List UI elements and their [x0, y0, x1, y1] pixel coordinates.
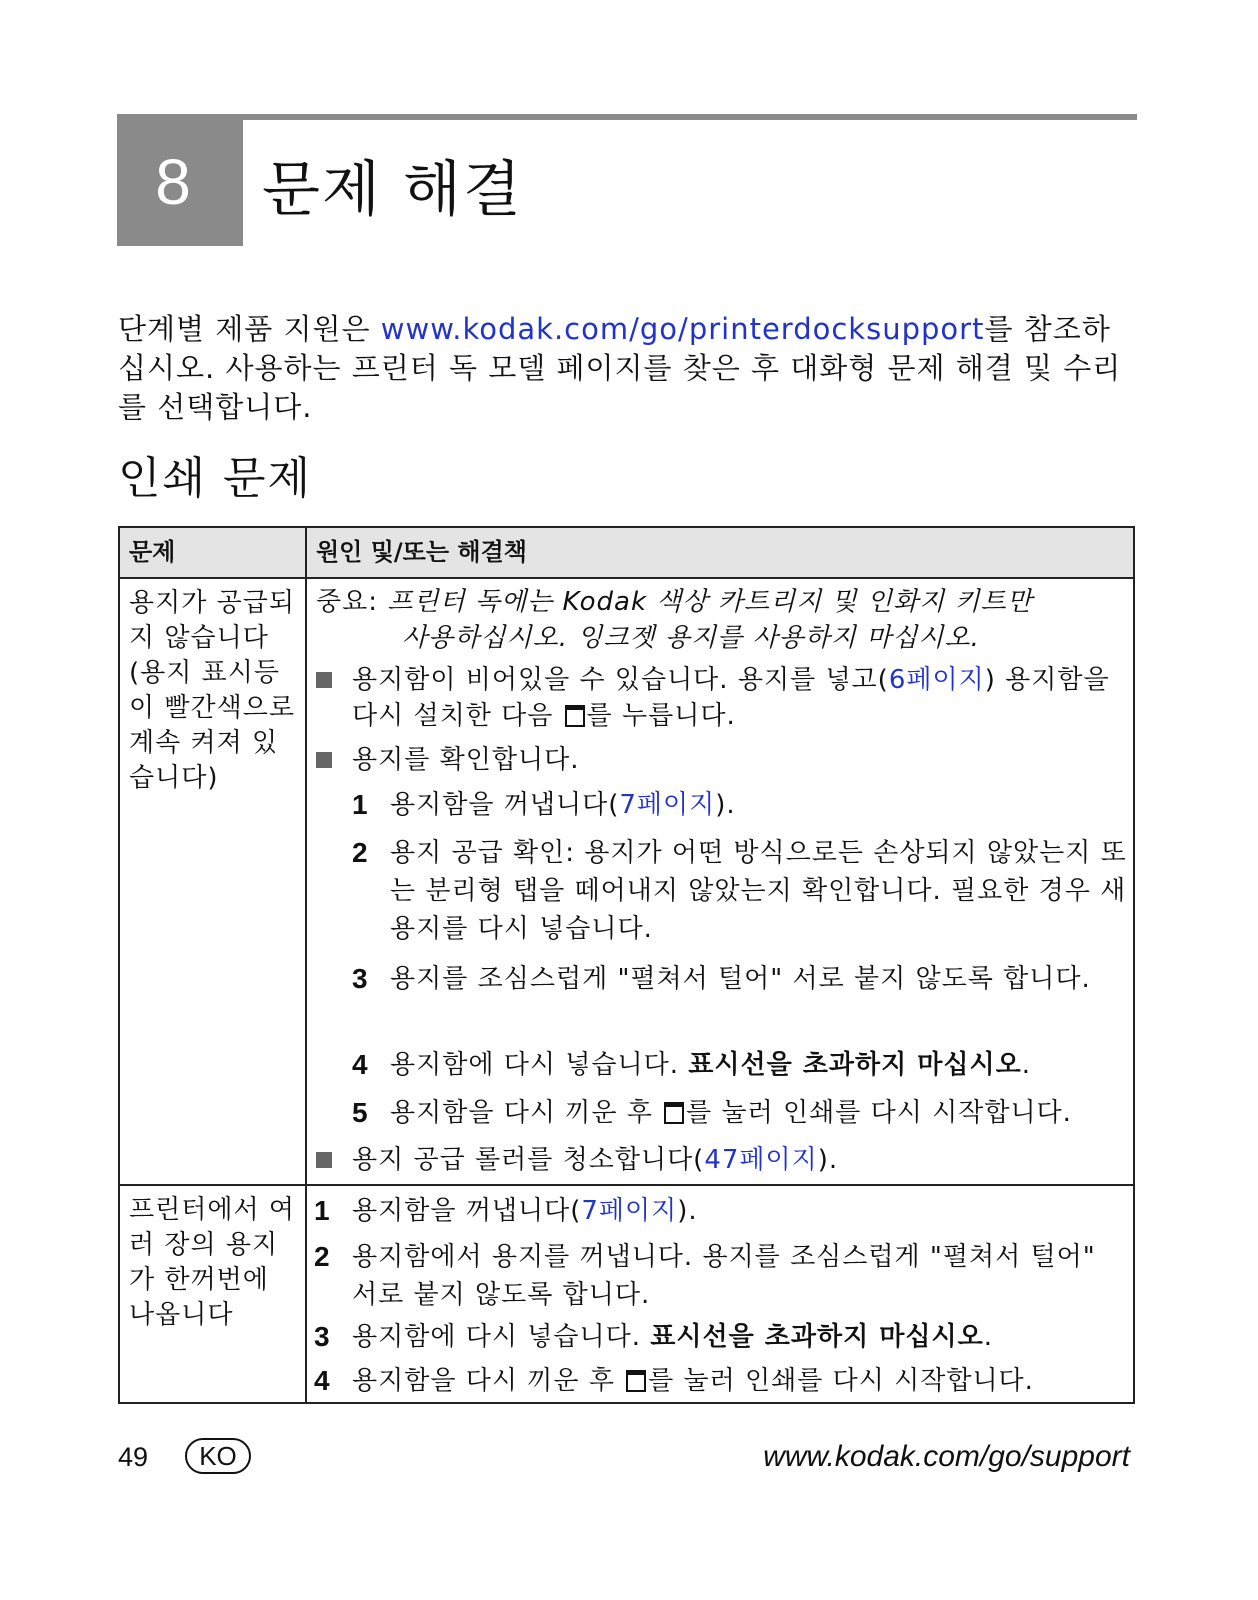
chapter-rule — [243, 114, 1137, 120]
important-text-2: 사용하십시오. 잉크젯 용지를 사용하지 마십시오. — [402, 623, 980, 653]
step-item — [352, 960, 1152, 998]
step-number: 5 — [352, 1097, 369, 1128]
step-text: 용지함을 다시 끼운 후 — [390, 1098, 663, 1128]
step-text: 용지함을 꺼냅니다( — [390, 790, 620, 820]
bullet-item — [316, 742, 1128, 778]
step-item — [314, 1238, 1114, 1314]
header-solution: 원인 및/또는 해결책 — [316, 538, 527, 566]
step-item — [314, 1362, 1114, 1400]
problem-paper-not-feeding — [129, 586, 301, 796]
step-text: ). — [715, 790, 736, 820]
support-link[interactable]: www.kodak.com/go/printerdocksupport — [380, 312, 985, 346]
step-item — [314, 1192, 1114, 1230]
step-text: 용지함에 다시 넣습니다. — [390, 1050, 689, 1080]
table-header — [120, 528, 1133, 579]
bullet-square-icon — [316, 752, 332, 768]
bullet-item — [316, 662, 1128, 734]
language-badge: KO — [185, 1438, 251, 1474]
step-number: 4 — [352, 1049, 369, 1080]
chapter-number: 8 — [155, 146, 191, 218]
bullet-text: 용지를 확인합니다. — [352, 745, 580, 775]
step-item — [314, 1318, 1114, 1356]
step-number: 4 — [314, 1365, 331, 1396]
page-number: 49 — [118, 1442, 149, 1472]
bullet-square-icon — [316, 672, 332, 688]
row-divider — [120, 1184, 1133, 1186]
step-text: 를 눌러 인쇄를 다시 시작합니다. — [648, 1366, 1034, 1396]
step-warning: 표시선을 초과하지 마십시오 — [650, 1322, 984, 1352]
step-item — [352, 834, 1152, 948]
step-item — [352, 786, 1152, 824]
bullet-text: ). — [817, 1145, 839, 1175]
footer-url: www.kodak.com/go/support — [763, 1440, 1130, 1473]
section-title: 인쇄 문제 — [118, 453, 313, 504]
print-button-icon — [664, 1102, 684, 1124]
page-link-7[interactable]: 7페이지 — [581, 1196, 678, 1226]
problem-text: 용지가 공급되지 않습니다 — [129, 588, 295, 653]
important-label: 중요: — [316, 587, 378, 617]
intro-paragraph — [118, 310, 1138, 427]
step-text: . — [1021, 1050, 1031, 1080]
bullet-text: ) 용지함을 다시 설치한 다음 — [352, 665, 1110, 731]
step-text: 용지 공급 확인: 용지가 어떤 방식으로든 손상되지 않았는지 또는 분리형 탭을 떼어내지 않았는지 확인합니다. 필요한 경우 새 용지를 다시 넣습니다. — [390, 838, 1127, 944]
step-text: 용지를 조심스럽게 "펼쳐서 털어" 서로 붙지 않도록 합니다. — [390, 964, 1091, 994]
header-problem: 문제 — [129, 538, 176, 566]
step-number: 3 — [314, 1321, 331, 1352]
print-button-icon — [626, 1370, 646, 1392]
step-item — [352, 1094, 1152, 1132]
print-button-icon — [565, 705, 585, 727]
page-link-7[interactable]: 7페이지 — [619, 790, 716, 820]
step-text: ). — [677, 1196, 698, 1226]
column-divider — [305, 528, 307, 1402]
bullet-text: 를 누릅니다. — [586, 701, 736, 731]
step-text: 용지함에 다시 넣습니다. — [352, 1322, 651, 1352]
page-link-47[interactable]: 47페이지 — [704, 1145, 818, 1175]
step-item — [352, 1046, 1152, 1084]
troubleshooting-table — [118, 526, 1135, 1404]
chapter-title: 문제 해결 — [262, 155, 523, 225]
step-warning: 표시선을 초과하지 마십시오 — [688, 1050, 1022, 1080]
intro-text: 단계별 제품 지원은 — [118, 312, 381, 346]
bullet-square-icon — [316, 1152, 332, 1168]
problem-note: (용지 표시등이 빨간색으로 계속 켜져 있습니다) — [129, 658, 295, 793]
important-text-1: 프린터 독에는 Kodak 색상 카트리지 및 인화지 키트만 — [378, 587, 1033, 617]
step-number: 2 — [314, 1241, 331, 1272]
step-text: 를 눌러 인쇄를 다시 시작합니다. — [686, 1098, 1072, 1128]
step-number: 1 — [352, 789, 369, 820]
intro-text-end: 를 참조하십시오. 사용하는 프린터 독 모델 페이지를 찾은 후 대화형 문제 해결 및 수리를 선택합니다. — [118, 312, 1122, 424]
step-number: 3 — [352, 963, 369, 994]
bullet-item — [316, 1142, 1128, 1178]
problem-multiple-sheets: 프린터에서 여러 장의 용지가 한꺼번에 나옵니다 — [129, 1195, 295, 1330]
step-text: . — [983, 1322, 993, 1352]
important-note — [316, 584, 1128, 656]
step-number: 2 — [352, 837, 369, 868]
step-text: 용지함을 다시 끼운 후 — [352, 1366, 625, 1396]
step-text: 용지함에서 용지를 꺼냅니다. 용지를 조심스럽게 "펼쳐서 털어" 서로 붙지 않도록 합니다. — [352, 1242, 1096, 1310]
step-number: 1 — [314, 1195, 331, 1226]
step-text: 용지함을 꺼냅니다( — [352, 1196, 582, 1226]
bullet-text: 용지 공급 롤러를 청소합니다( — [352, 1145, 705, 1175]
page-link-6[interactable]: 6페이지 — [888, 665, 985, 695]
bullet-text: 용지함이 비어있을 수 있습니다. 용지를 넣고( — [352, 665, 889, 695]
